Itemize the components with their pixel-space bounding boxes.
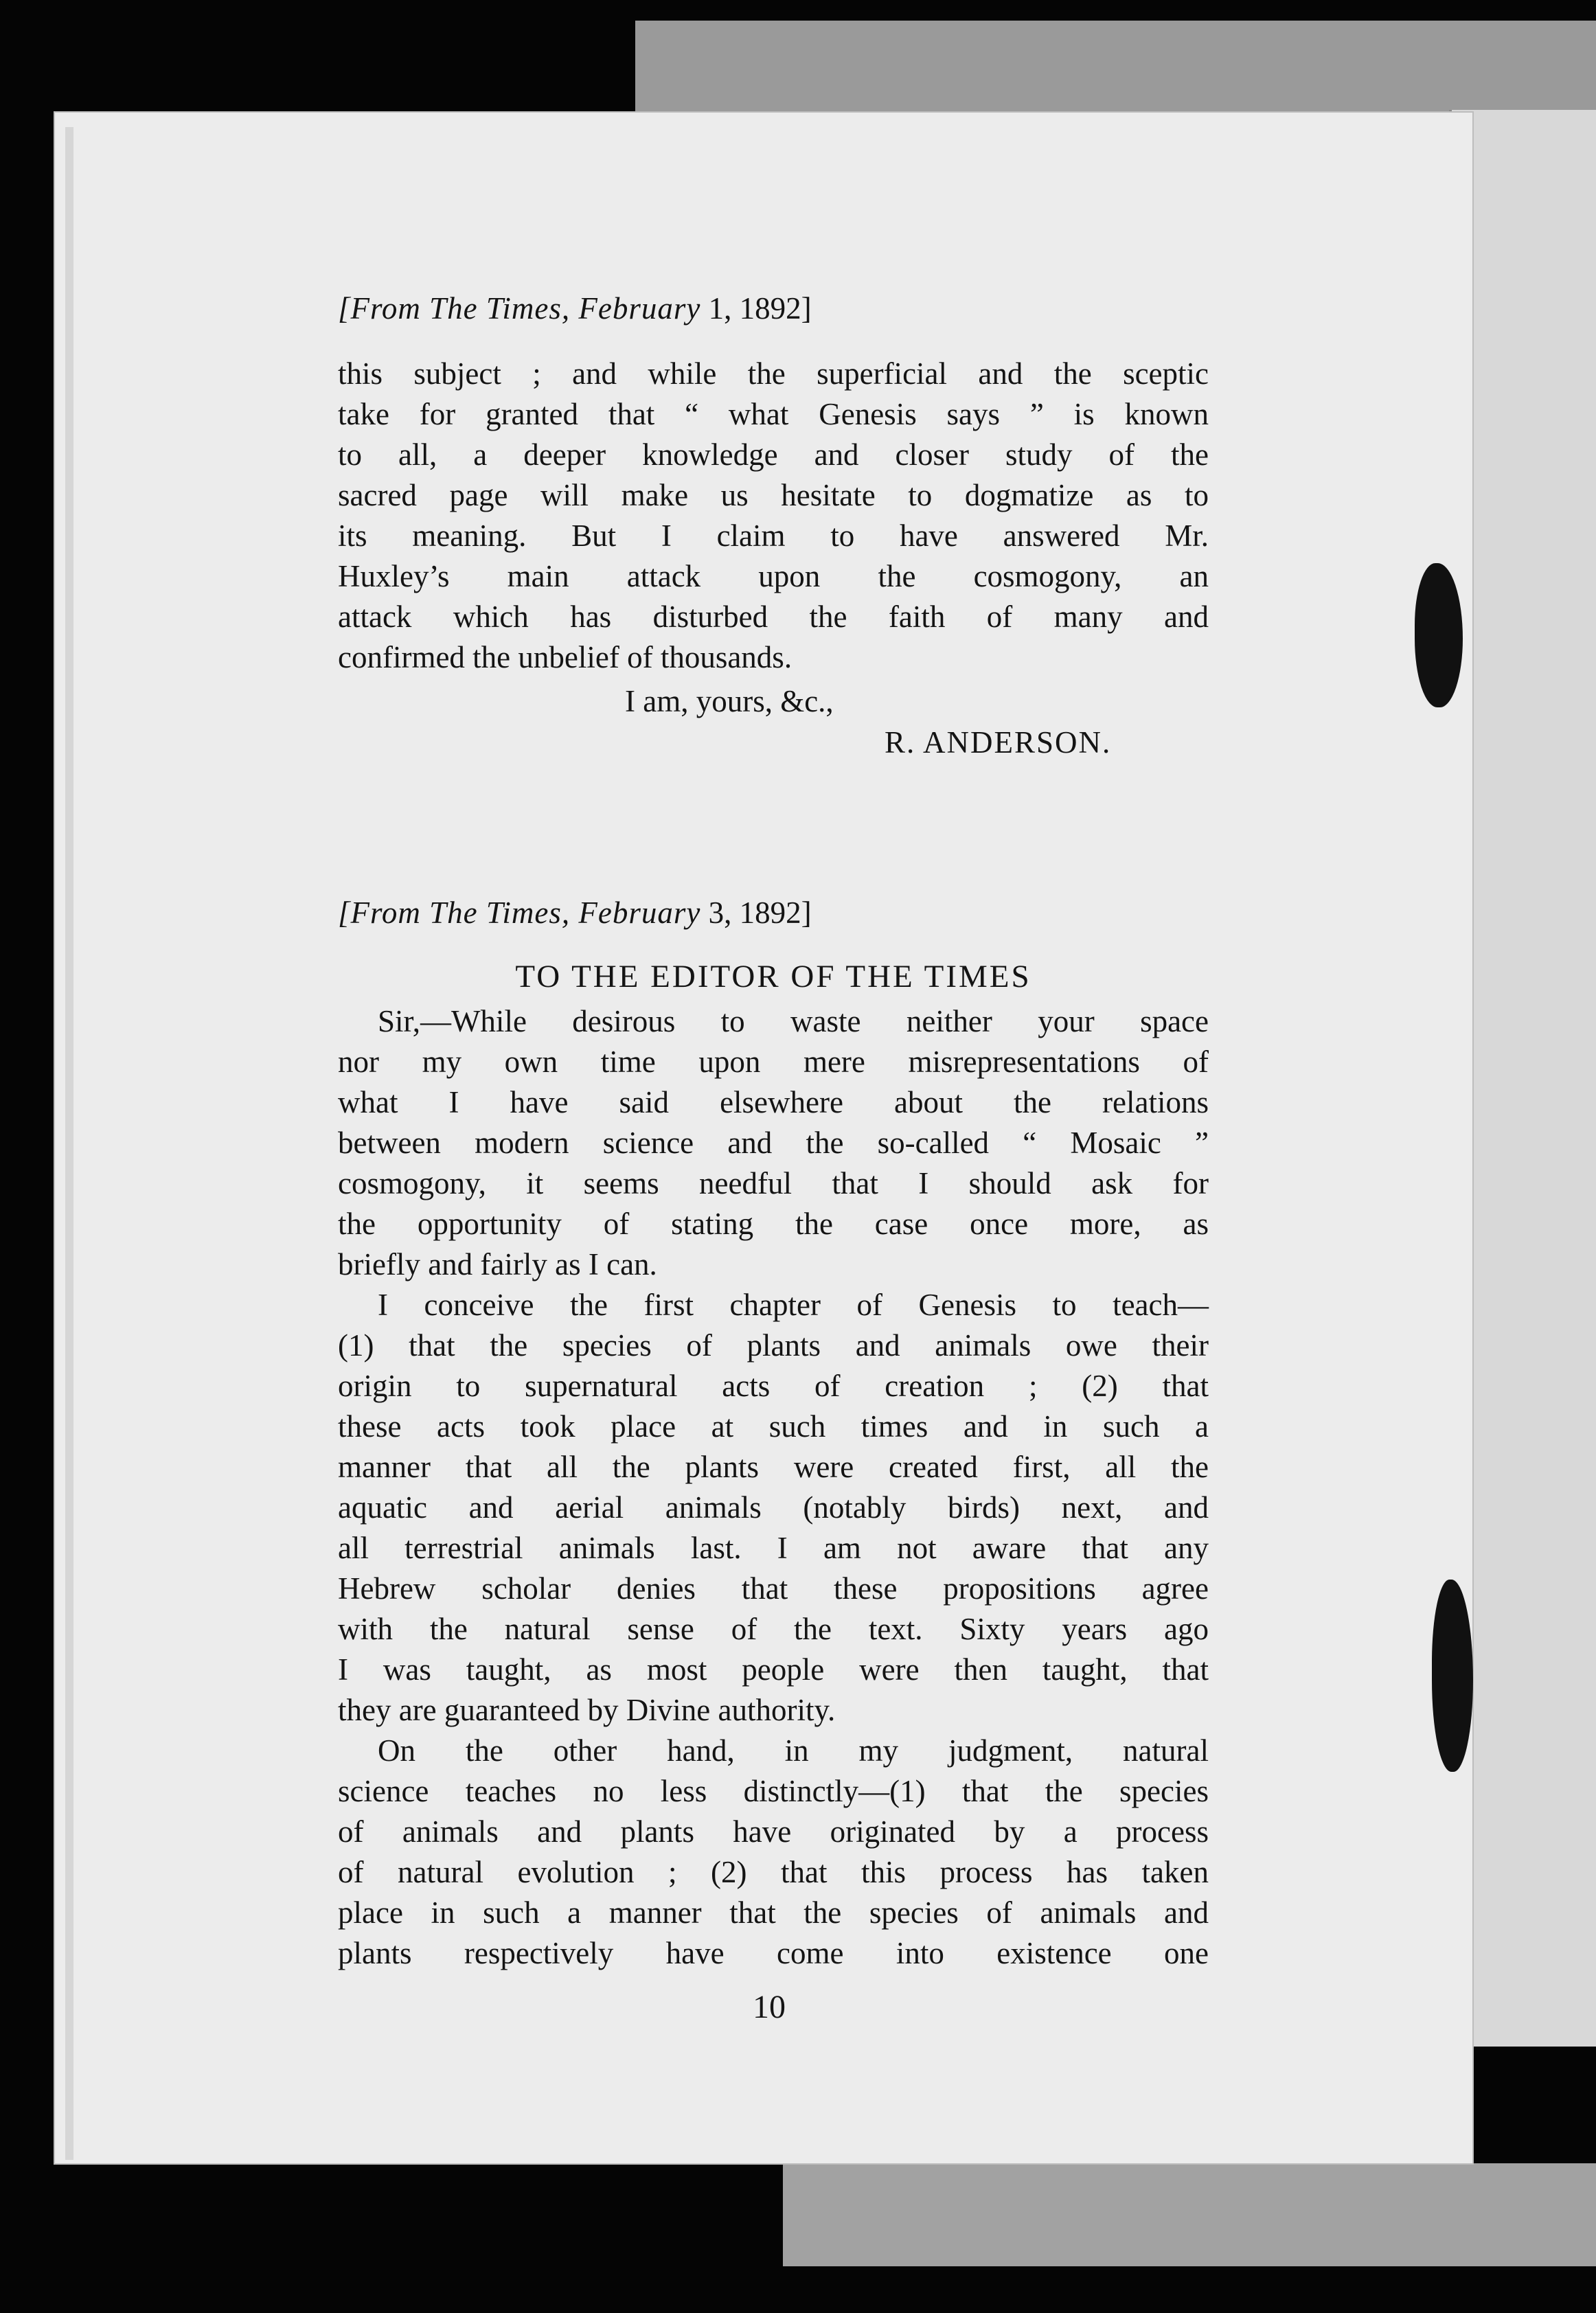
body-line: to all, a deeper knowledge and closer study of the [338,437,1209,472]
section1-body [338,354,1209,678]
body-line: Hebrew scholar denies that these propositions agree [338,1571,1209,1606]
body-line: briefly and fairly as I can. [338,1247,657,1281]
section2-paragraph-2 [338,1285,1209,1731]
page-edge [65,127,73,2160]
body-line: of natural evolution ; (2) that this process has taken [338,1855,1209,1889]
body-line: science teaches no less distinctly—(1) that the species [338,1774,1209,1808]
body-line: the opportunity of stating the case once more, as [338,1207,1209,1241]
body-line: confirmed the unbelief of thousands. [338,640,793,674]
body-line: these acts took place at such times and in such a [338,1409,1209,1444]
section2-source [338,893,1209,933]
body-line: origin to supernatural acts of creation ; (2) that [338,1369,1209,1403]
body-line: its meaning. But I claim to have answered Mr. [338,519,1209,553]
body-line: between modern science and the so-called “ Mosaic ” [338,1126,1209,1160]
body-line: I conceive the first chapter of Genesis to teach— [378,1288,1209,1322]
letter-heading: TO THE EDITOR OF THE TIMES [515,959,1031,994]
section1-source-day: 1, 1892] [708,291,812,326]
section2-source-day: 3, 1892] [708,896,812,930]
body-line: this subject ; and while the superficial and the sceptic [338,356,1209,391]
body-line: with the natural sense of the text. Sixty years ago [338,1612,1209,1646]
letter-closing: I am, yours, &c., [625,684,834,718]
scan-background-bottom [783,2163,1596,2266]
body-line: Huxley’s main attack upon the cosmogony, an [338,559,1209,593]
section2-source-prefix: [From The Times, February [338,896,701,930]
body-line: place in such a manner that the species of animals and [338,1895,1209,1930]
section1-source-prefix: [From The Times, February [338,291,701,326]
section2-paragraph-1 [338,1001,1209,1285]
body-line: of animals and plants have originated by a process [338,1814,1209,1849]
body-line: aquatic and aerial animals (notably birds) next, and [338,1490,1209,1525]
body-line: cosmogony, it seems needful that I should ask for [338,1166,1209,1200]
body-line: nor my own time upon mere misrepresentations of [338,1045,1209,1079]
letter-signature: R. ANDERSON. [885,725,1112,760]
body-line: manner that all the plants were created first, all the [338,1450,1209,1484]
body-line: Sir,—While desirous to waste neither your space [378,1004,1209,1038]
page-number: 10 [753,1989,786,2025]
body-line: I was taught, as most people were then taught, that [338,1652,1209,1687]
body-line: attack which has disturbed the faith of many and [338,600,1209,634]
section1-source [338,288,1209,329]
body-line: what I have said elsewhere about the relations [338,1085,1209,1119]
body-line: sacred page will make us hesitate to dogmatize as to [338,478,1209,512]
body-line: take for granted that “ what Genesis says ” is known [338,397,1209,431]
section2-paragraph-3 [338,1731,1209,1974]
body-line: On the other hand, in my judgment, natural [378,1733,1209,1768]
body-line: they are guaranteed by Divine authority. [338,1693,836,1727]
body-line: all terrestrial animals last. I am not aware that any [338,1531,1209,1565]
body-line: (1) that the species of plants and animals owe their [338,1328,1209,1363]
body-line: plants respectively have come into existence one [338,1936,1209,1970]
